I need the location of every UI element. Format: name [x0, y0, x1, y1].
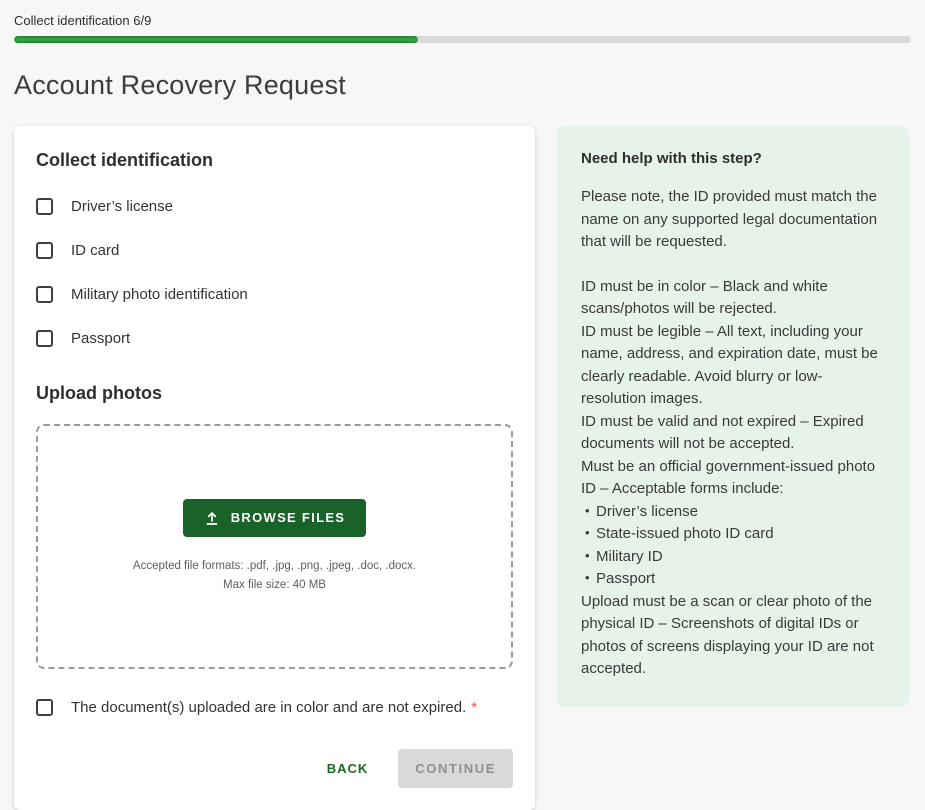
help-rule: Must be an official government-issued photo ID – Acceptable forms include:	[581, 457, 876, 497]
back-button[interactable]: BACK	[325, 755, 371, 782]
required-asterisk: *	[471, 699, 478, 716]
browse-files-button[interactable]	[183, 499, 367, 537]
card-actions	[36, 749, 513, 788]
checkbox-label: Military photo identification	[71, 286, 248, 303]
checkbox-label: Driver’s license	[71, 198, 173, 215]
upload-photos-heading: Upload photos	[36, 383, 162, 403]
confirm-label: The document(s) uploaded are in color and are not expired. *	[71, 699, 478, 716]
checkbox-icon[interactable]	[36, 699, 53, 716]
checkbox-label: ID card	[71, 242, 120, 259]
help-bullet-item: • Military ID	[581, 546, 883, 569]
help-panel	[557, 126, 909, 707]
upload-hint	[133, 557, 416, 595]
help-rule: ID must be valid and not expired – Expired documents will not be accepted.	[581, 412, 864, 452]
progress-fill	[14, 36, 418, 43]
max-file-size-text: Max file size: 40 MB	[223, 578, 326, 591]
page-title: Account Recovery Request	[14, 70, 346, 100]
help-bullet-item: • Driver’s license	[581, 501, 883, 524]
collect-identification-heading: Collect identification	[36, 150, 214, 170]
checkbox-icon[interactable]	[36, 198, 53, 215]
checkbox-icon[interactable]	[36, 286, 53, 303]
help-bullet-item: • Passport	[581, 568, 883, 591]
checkbox-id-card[interactable]	[36, 242, 513, 259]
collect-identification-card	[14, 126, 535, 810]
checkbox-drivers-license[interactable]	[36, 198, 513, 215]
browse-files-label: BROWSE FILES	[230, 510, 346, 526]
accepted-formats-text: Accepted file formats: .pdf, .jpg, .png, .jpeg, .doc, .docx.	[132, 559, 417, 572]
help-bullet-item: • State-issued photo ID card	[581, 523, 883, 546]
checkbox-icon[interactable]	[36, 330, 53, 347]
help-intro: Please note, the ID provided must match the name on any supported legal documentation that will be requested.	[581, 188, 878, 250]
continue-button[interactable]: CONTINUE	[398, 749, 513, 788]
checkbox-confirm-color-not-expired[interactable]	[36, 699, 513, 716]
checkbox-icon[interactable]	[36, 242, 53, 259]
checkbox-label: Passport	[71, 330, 131, 347]
checkbox-military-id[interactable]	[36, 286, 513, 303]
help-heading: Need help with this step?	[581, 150, 762, 167]
help-outro: Upload must be a scan or clear photo of the physical ID – Screenshots of digital IDs or photos of screens displaying your ID are not accepted.	[581, 592, 874, 677]
progress-bar	[14, 36, 911, 43]
checkbox-passport[interactable]	[36, 330, 513, 347]
upload-dropzone[interactable]	[36, 424, 513, 669]
help-rule: ID must be in color – Black and white scans/photos will be rejected.	[581, 277, 828, 317]
help-rule: ID must be legible – All text, including your name, address, and expiration date, must be clearly readable. Avoid blurry or low-resolution images.	[581, 322, 878, 407]
upload-icon	[204, 510, 220, 526]
progress-step-label: Collect identification 6/9	[14, 13, 152, 28]
